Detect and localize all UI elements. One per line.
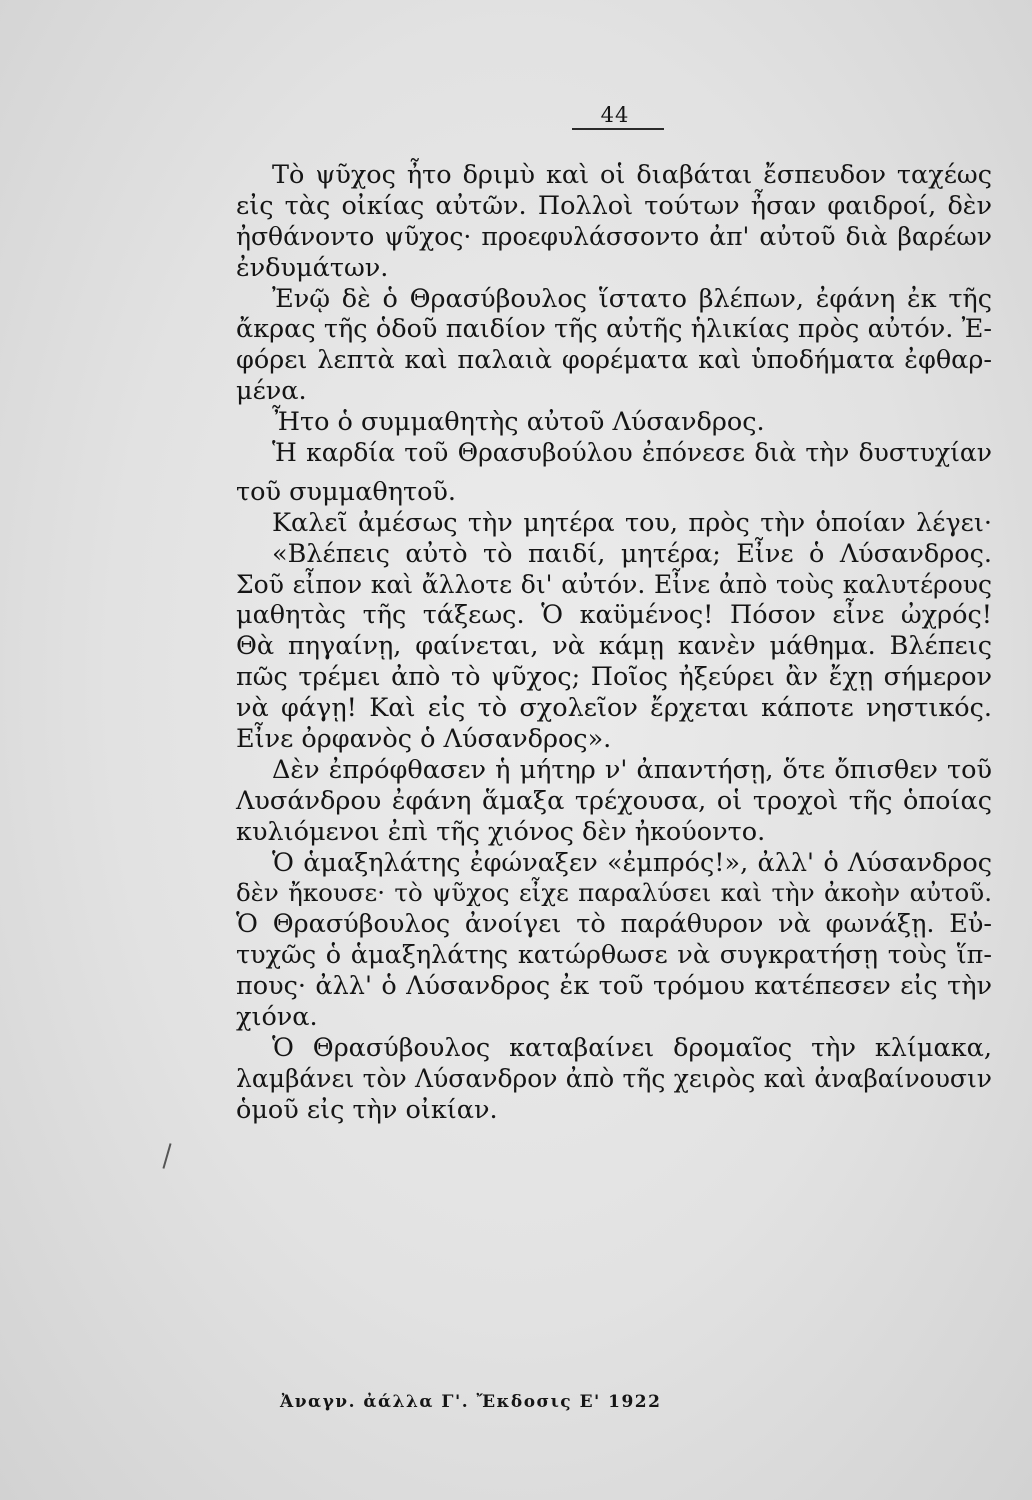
text-line: εἰς τὰς οἰκίας αὐτῶν. Πολλοὶ τούτων ἦσαν φαιδροί, δὲν [236,190,992,221]
text-line: πῶς τρέμει ἀπὸ τὸ ψῦχος; Ποῖος ἠξεύρει ἂν ἔχῃ σήμερον [236,662,992,693]
text-line: κυλιόμενοι ἐπὶ τῆς χιόνος δὲν ἠκούοντο. [236,816,766,847]
text-line: μαθητὰς τῆς τάξεως. Ὁ καϋμένος! Πόσον εἶνε ὠχρός! [236,600,992,631]
margin-pen-mark [162,1143,171,1169]
footer-signature: Ἀναγν. ἀάλλα Γ'. Ἔκδοσις Ε' 1922 [280,1392,662,1412]
text-line: Καλεῖ ἀμέσως τὴν μητέρα του, πρὸς τὴν ὁποίαν λέγει· [272,507,992,538]
text-line: Δὲν ἐπρόφθασεν ἡ μήτηρ ν' ἀπαντήσῃ, ὅτε ὄπισθεν τοῦ [272,754,992,785]
text-line: Ὁ ἁμαξηλάτης ἐφώναξεν «ἐμπρός!», ἀλλ' ὁ Λύσανδρος [272,847,992,878]
text-line: ὁμοῦ εἰς τὴν οἰκίαν. [236,1094,498,1125]
text-line: Ἐνῷ δὲ ὁ Θρασύβουλος ἵστατο βλέπων, ἐφάνη ἐκ τῆς [272,283,992,314]
text-line: Θὰ πηγαίνῃ, φαίνεται, νὰ κάμῃ κανὲν μάθημα. Βλέπεις [236,631,992,662]
text-line: τοῦ συμμαθητοῦ. [236,476,457,507]
text-line: ἠσθάνοντο ψῦχος· προεφυλάσσοντο ἀπ' αὐτοῦ διὰ βαρέων [236,221,992,251]
page-number-rule [572,128,664,130]
text-line: Ὁ Θρασύβουλος καταβαίνει δρομαῖος τὴν κλίμακα, [272,1032,992,1063]
page-number: 44 [600,103,630,127]
text-line: δὲν ἤκουσε· τὸ ψῦχος εἶχε παραλύσει καὶ τὴν ἀκοὴν αὐτοῦ. [236,878,992,908]
text-line: τυχῶς ὁ ἁμαξηλάτης κατώρθωσε νὰ συγκρατήσῃ τοὺς ἵπ- [236,940,992,971]
text-line: Ἡ καρδία τοῦ Θρασυβούλου ἐπόνεσε διὰ τὴν δυστυχίαν [272,438,992,468]
text-line: μένα. [236,376,307,407]
text-line: Εἶνε ὀρφανὸς ὁ Λύσανδρος». [236,724,612,755]
text-line: «Βλέπεις αὐτὸ τὸ παιδί, μητέρα; Εἶνε ὁ Λύσανδρος. [272,538,992,569]
text-line: Λυσάνδρου ἐφάνη ἅμαξα τρέχουσα, οἱ τροχοὶ τῆς ὁποίας [236,785,992,816]
text-line: Σοῦ εἶπον καὶ ἄλλοτε δι' αὐτόν. Εἶνε ἀπὸ τοὺς καλυτέρους [236,569,992,599]
text-line: χιόνα. [236,1002,318,1033]
text-line: ἄκρας τῆς ὁδοῦ παιδίον τῆς αὐτῆς ἡλικίας πρὸς αὐτόν. Ἐ- [236,314,992,345]
text-line: Ἦτο ὁ συμμαθητὴς αὐτοῦ Λύσανδρος. [272,407,765,438]
text-line: Ὁ Θρασύβουλος ἀνοίγει τὸ παράθυρον νὰ φωνάξῃ. Εὐ- [236,909,992,940]
body-text [236,160,992,1126]
text-line: λαμβάνει τὸν Λύσανδρον ἀπὸ τῆς χειρὸς καὶ ἀναβαίνουσιν [236,1063,992,1093]
text-line: Τὸ ψῦχος ἦτο δριμὺ καὶ οἱ διαβάται ἔσπευδον ταχέως [272,160,992,190]
text-line: φόρει λεπτὰ καὶ παλαιὰ φορέματα καὶ ὑποδήματα ἐφθαρ- [236,345,992,376]
text-line: νὰ φάγῃ! Καὶ εἰς τὸ σχολεῖον ἔρχεται κάποτε νηστικός. [236,693,992,724]
text-line: πους· ἀλλ' ὁ Λύσανδρος ἐκ τοῦ τρόμου κατέπεσεν εἰς τὴν [236,971,992,1002]
text-line: ἐνδυμάτων. [236,252,389,283]
